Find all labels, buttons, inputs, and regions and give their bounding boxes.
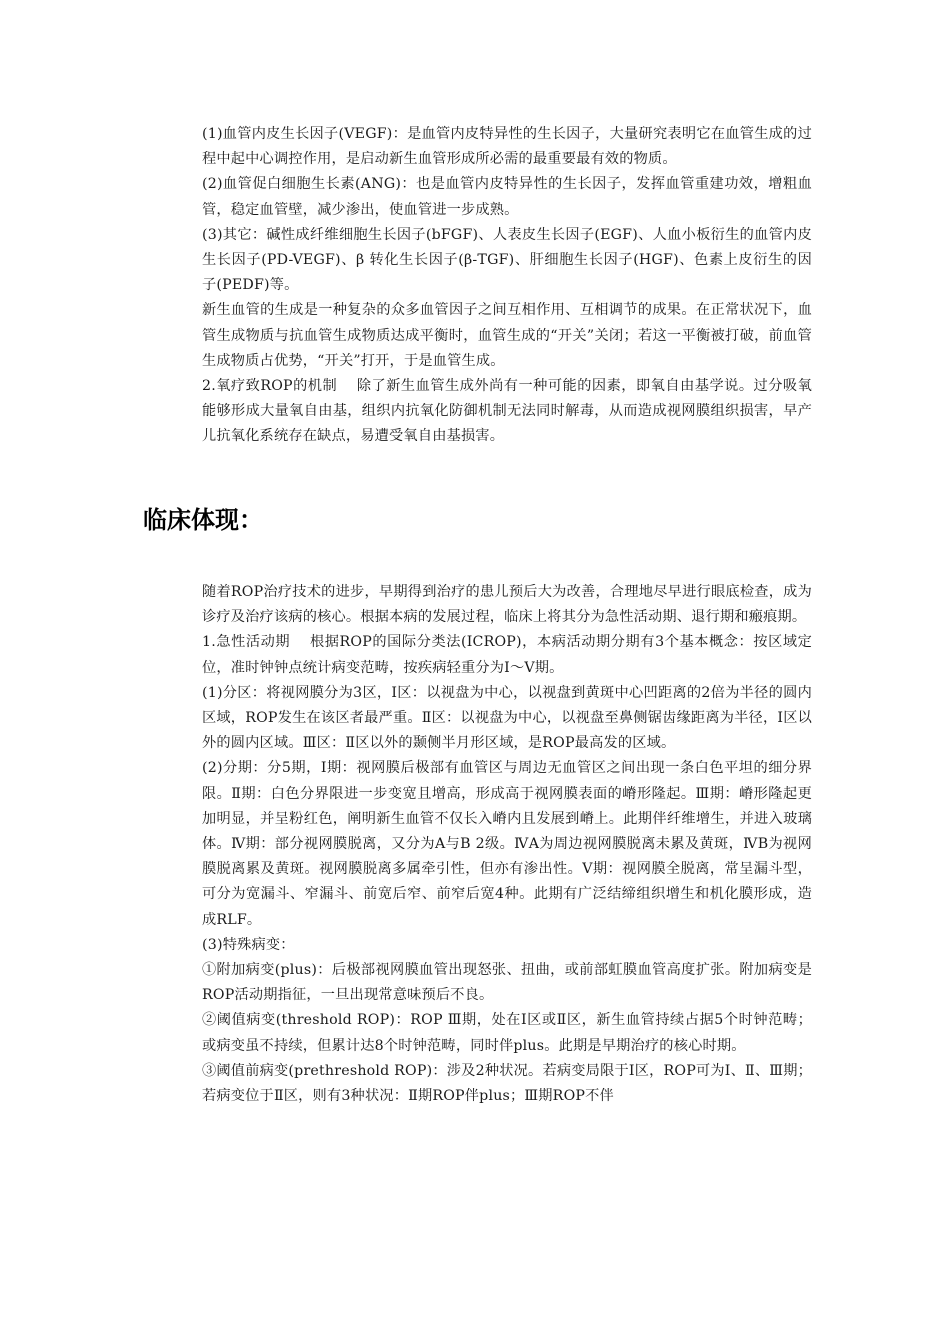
- paragraph-zones: (1)分区：将视网膜分为3区，Ⅰ区：以视盘为中心，以视盘到黄斑中心凹距离的2倍为半径的圆内区域，ROP发生在该区者最严重。Ⅱ区：以视盘为中心，以视盘至鼻侧锯齿缘距离为半径，Ⅰ区以外的圆内区域。Ⅲ区：Ⅱ区以外的颞侧半月形区域，是ROP最高发的区域。: [202, 684, 812, 752]
- paragraph-vegf: (1)血管内皮生长因子(VEGF)：是血管内皮特异性的生长因子，大量研究表明它在血管生成的过程中起中心调控作用，是启动新生血管形成所必需的最重要最有效的物质。: [202, 126, 812, 168]
- paragraph-stages: (2)分期：分5期，Ⅰ期：视网膜后极部有血管区与周边无血管区之间出现一条白色平坦的细分界限。Ⅱ期：白色分界限进一步变宽且增高，形成高于视网膜表面的嵴形隆起。Ⅲ期：嵴形隆起更加明显，并呈粉红色，阐明新生血管不仅长入嵴内且发展到嵴上。此期伴纤维增生，并进入玻璃体。Ⅳ期：部分视网膜脱离，又分为A与B 2级。ⅣA为周边视网膜脱离未累及黄斑，ⅣB为视网膜脱离累及黄斑。视网膜脱离多属牵引性，但亦有渗出性。Ⅴ期：视网膜全脱离，常呈漏斗型，可分为宽漏斗、窄漏斗、前宽后窄、前窄后宽4种。此期有广泛结缔组织增生和机化膜形成，造成RLF。: [202, 760, 812, 928]
- paragraph-special-lesions-title: (3)特殊病变：: [202, 936, 295, 953]
- section-heading-clinical: 临床体现：: [143, 506, 263, 534]
- paragraph-plus-disease: ①附加病变(plus)：后极部视网膜血管出现怒张、扭曲，或前部虹膜血管高度扩张。附加病变是ROP活动期指征，一旦出现常意味预后不良。: [202, 962, 812, 1004]
- paragraph-prethreshold-rop: ③阈值前病变(prethreshold ROP)：涉及2种状况。若病变局限于Ⅰ区，ROP可为Ⅰ、Ⅱ、Ⅲ期；若病变位于Ⅱ区，则有3种状况：Ⅱ期ROP伴plus；Ⅲ期ROP不伴: [202, 1062, 812, 1105]
- angiogenesis-section: [202, 122, 812, 450]
- paragraph-oxygen-mechanism: 2.氧疗致ROP的机制 除了新生血管生成外尚有一种可能的因素，即氧自由基学说。过分吸氧能够形成大量氧自由基，组织内抗氧化防御机制无法同时解毒，从而造成视网膜组织损害，早产儿抗氧化系统存在缺点，易遭受氧自由基损害。: [202, 378, 812, 445]
- paragraph-other-factors: (3)其它：碱性成纤维细胞生长因子(bFGF)、人表皮生长因子(EGF)、人血小板衍生的血管内皮生长因子(PD-VEGF)、β 转化生长因子(β-TGF)、肝细胞生长因子(HGF)、色素上皮衍生的因子(PEDF)等。: [202, 226, 812, 294]
- paragraph-angiogenesis-balance: 新生血管的生成是一种复杂的众多血管因子之间互相作用、互相调节的成果。在正常状况下，血管生成物质与抗血管生成物质达成平衡时，血管生成的“开关”关闭；若这一平衡被打破，前血管生成物质占优势，“开关”打开，于是血管生成。: [202, 302, 812, 369]
- clinical-section: [202, 580, 812, 1109]
- paragraph-acute-phase: 1.急性活动期 根据ROP的国际分类法(ICROP)，本病活动期分期有3个基本概念：按区域定位，准时钟钟点统计病变范畴，按疾病轻重分为Ⅰ～Ⅴ期。: [202, 634, 812, 676]
- paragraph-ang: (2)血管促白细胞生长素(ANG)：也是血管内皮特异性的生长因子，发挥血管重建功效，增粗血管，稳定血管壁，减少渗出，使血管进一步成熟。: [202, 176, 812, 218]
- paragraph-clinical-intro: 随着ROP治疗技术的进步，早期得到治疗的患儿预后大为改善，合理地尽早进行眼底检查，成为诊疗及治疗该病的核心。根据本病的发展过程，临床上将其分为急性活动期、退行期和瘢痕期。: [202, 584, 812, 626]
- paragraph-threshold-rop: ②阈值病变(threshold ROP)：ROP Ⅲ期，处在Ⅰ区或Ⅱ区，新生血管持续占据5个时钟范畴；或病变虽不持续，但累计达8个时钟范畴，同时伴plus。此期是早期治疗的核心时期。: [202, 1012, 812, 1054]
